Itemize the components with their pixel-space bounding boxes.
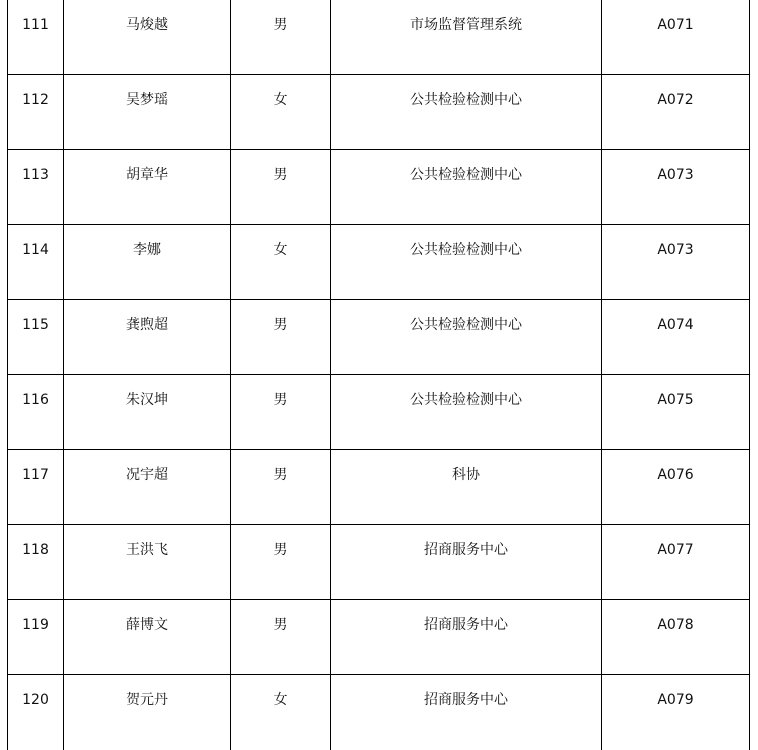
- person-sex: 女: [273, 92, 288, 108]
- row-number-cell: [8, 0, 64, 75]
- work-unit: 招商服务中心: [424, 617, 508, 633]
- code-cell: [602, 375, 750, 450]
- code-cell: [602, 0, 750, 75]
- name-cell: [64, 600, 231, 675]
- roster-table: [7, 0, 750, 750]
- position-code: A073: [657, 167, 694, 183]
- work-unit: 科协: [452, 467, 480, 483]
- name-cell: [64, 525, 231, 600]
- person-sex: 男: [273, 617, 288, 633]
- unit-cell: [331, 525, 602, 600]
- table-row: [8, 0, 750, 75]
- row-number-cell: [8, 675, 64, 750]
- code-cell: [602, 300, 750, 375]
- unit-cell: [331, 75, 602, 150]
- unit-cell: [331, 675, 602, 750]
- sex-cell: [231, 150, 331, 225]
- person-name: 王洪飞: [126, 542, 168, 558]
- person-sex: 女: [273, 242, 288, 258]
- unit-cell: [331, 150, 602, 225]
- person-name: 吴梦瑶: [126, 92, 168, 108]
- code-cell: [602, 225, 750, 300]
- code-cell: [602, 75, 750, 150]
- position-code: A077: [657, 542, 694, 558]
- unit-cell: [331, 600, 602, 675]
- unit-cell: [331, 375, 602, 450]
- name-cell: [64, 225, 231, 300]
- row-number-cell: [8, 600, 64, 675]
- person-name: 李娜: [133, 242, 161, 258]
- person-sex: 男: [273, 167, 288, 183]
- work-unit: 公共检验检测中心: [410, 317, 522, 333]
- sex-cell: [231, 525, 331, 600]
- sex-cell: [231, 300, 331, 375]
- person-name: 龚煦超: [126, 317, 168, 333]
- code-cell: [602, 450, 750, 525]
- row-number-cell: [8, 300, 64, 375]
- unit-cell: [331, 225, 602, 300]
- person-name: 薛博文: [126, 617, 168, 633]
- code-cell: [602, 525, 750, 600]
- row-number: 120: [22, 692, 49, 708]
- name-cell: [64, 675, 231, 750]
- name-cell: [64, 150, 231, 225]
- row-number: 112: [22, 92, 49, 108]
- sex-cell: [231, 600, 331, 675]
- sex-cell: [231, 450, 331, 525]
- person-name: 贺元丹: [126, 692, 168, 708]
- name-cell: [64, 75, 231, 150]
- person-name: 胡章华: [126, 167, 168, 183]
- name-cell: [64, 300, 231, 375]
- unit-cell: [331, 0, 602, 75]
- position-code: A078: [657, 617, 694, 633]
- person-name: 朱汉坤: [126, 392, 168, 408]
- work-unit: 招商服务中心: [424, 692, 508, 708]
- code-cell: [602, 675, 750, 750]
- table-row: [8, 375, 750, 450]
- table-row: [8, 225, 750, 300]
- row-number-cell: [8, 75, 64, 150]
- row-number-cell: [8, 375, 64, 450]
- person-sex: 男: [273, 542, 288, 558]
- sex-cell: [231, 75, 331, 150]
- table-row: [8, 675, 750, 750]
- sex-cell: [231, 675, 331, 750]
- row-number: 119: [22, 617, 49, 633]
- row-number: 116: [22, 392, 49, 408]
- sex-cell: [231, 0, 331, 75]
- row-number-cell: [8, 450, 64, 525]
- row-number-cell: [8, 525, 64, 600]
- table-row: [8, 75, 750, 150]
- code-cell: [602, 600, 750, 675]
- row-number: 114: [22, 242, 49, 258]
- unit-cell: [331, 300, 602, 375]
- row-number-cell: [8, 150, 64, 225]
- position-code: A073: [657, 242, 694, 258]
- table-row: [8, 525, 750, 600]
- work-unit: 招商服务中心: [424, 542, 508, 558]
- person-sex: 男: [273, 17, 288, 33]
- table-row: [8, 450, 750, 525]
- work-unit: 市场监督管理系统: [410, 17, 522, 33]
- person-sex: 男: [273, 467, 288, 483]
- row-number: 111: [22, 17, 49, 33]
- row-number: 115: [22, 317, 49, 333]
- sex-cell: [231, 225, 331, 300]
- person-name: 况宇超: [126, 467, 168, 483]
- work-unit: 公共检验检测中心: [410, 242, 522, 258]
- person-sex: 男: [273, 392, 288, 408]
- position-code: A074: [657, 317, 694, 333]
- unit-cell: [331, 450, 602, 525]
- table-row: [8, 600, 750, 675]
- position-code: A075: [657, 392, 694, 408]
- work-unit: 公共检验检测中心: [410, 392, 522, 408]
- name-cell: [64, 375, 231, 450]
- table-row: [8, 300, 750, 375]
- person-sex: 男: [273, 317, 288, 333]
- person-name: 马焌越: [126, 17, 168, 33]
- position-code: A079: [657, 692, 694, 708]
- row-number: 113: [22, 167, 49, 183]
- row-number: 117: [22, 467, 49, 483]
- work-unit: 公共检验检测中心: [410, 92, 522, 108]
- name-cell: [64, 0, 231, 75]
- person-sex: 女: [273, 692, 288, 708]
- position-code: A076: [657, 467, 694, 483]
- table-row: [8, 150, 750, 225]
- work-unit: 公共检验检测中心: [410, 167, 522, 183]
- row-number: 118: [22, 542, 49, 558]
- row-number-cell: [8, 225, 64, 300]
- position-code: A072: [657, 92, 694, 108]
- name-cell: [64, 450, 231, 525]
- position-code: A071: [657, 17, 694, 33]
- code-cell: [602, 150, 750, 225]
- sex-cell: [231, 375, 331, 450]
